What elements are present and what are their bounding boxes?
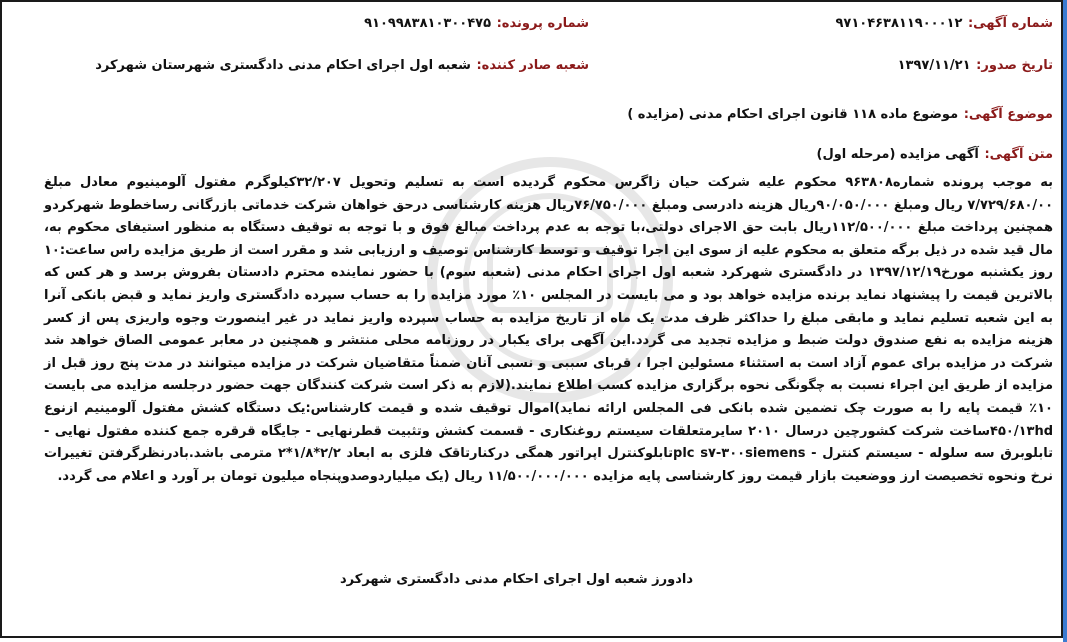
text-title: آگهی مزایده (مرحله اول) [816,147,979,162]
text-label: متن آگهی: [984,147,1053,162]
issue-date-row [898,54,1053,73]
text-row [817,143,1054,162]
scrollbar-edge [1063,0,1067,642]
case-number-row [364,12,589,31]
issue-date-label: تاریخ صدور: [976,58,1053,73]
ad-number-row [835,12,1053,31]
ad-number: ۹۷۱۰۴۶۳۸۱۱۹۰۰۰۱۲ [835,16,963,31]
subject-value: موضوع ماده ۱۱۸ قانون اجرای احکام مدنی (مزایده ) [627,107,959,122]
ad-body-text: به موجب پرونده شماره۹۶۳۸۰۸ محکوم علیه شرکت حیان زاگرس محکوم گردیده است به تسلیم وتحویل ۳۲/۲۰۷کیلوگرم مفتول آلومینیوم معادل مبلغ ۷/۷۲۹/۶۸۰/۰۰ ریال ومبلغ ۹۰/۰۵۰/۰۰۰ریال هزینه دادرسی ومبلغ ۷۶/۷۵۰/۰۰۰ریال هزینه کارشناسی درحق خواهان شرکت خدماتی بازرگانی رساخطوط شهرکردو همچنین پرداخت مبلغ ۱۱۲/۵۰۰/۰۰۰ریال بابت حق الاجرای دولتی،با توجه به عدم پرداخت مبالغ فوق و با توجه به توقیف دستگاه به منظور استیفای محکوم به، مال قید شده در ذیل برگه متعلق به محکوم علیه از سوی این اجرا توقیف و توسط کارشناس توصیف و ارزیابی شد و مقرر است از طریق مزایده راس ساعت:۱۰ روز یکشنبه مورخ۱۳۹۷/۱۲/۱۹ در دادگستری شهرکرد شعبه اول اجرای احکام مدنی (شعبه سوم) با حضور نماینده محترم دادستان بفروش برسد و هر کس که بالاترین قیمت را پیشنهاد نماید برنده مزایده خواهد بود و می بایست در المجلس ۱۰٪ مورد مزایده را به حساب سپرده دادگستری واریز نماید و قبض بانکی آنرا به این شعبه تسلیم نماید و مابقی مبلغ را حداکثر ظرف مدت یک ماه از تاریخ مزایده به حساب سپرده واریز نماید در غیر اینصورت وجوه واریزی پس از کسر هزینه مزایده به نفع صندوق دولت ضبط و مزایده تجدید می گردد.این آگهی برای یکبار در روزنامه محلی منتشر و همچنین در معابر عمومی الصاق خواهد شد شرکت در مزایده برای عموم آزاد است به استثناء مسئولین اجرا ، قربای سببی و نسبی آنان ضمناً متقاضیان شرکت در مزایده میتوانند در مدت پنج روز قبل از مزایده از طریق این اجراء نسبت به چگونگی نحوه برگزاری مزایده کسب اطلاع نمایند.(لازم به ذکر است شرکت کنندگان جهت حضور درجلسه مزایده می بایست ۱۰٪ قیمت پایه را به صورت چک تضمین شده بانکی فی المجلس ارائه نماید)اموال توقیف شده و قیمت کارشناس:یک دستگاه کشش مفتول آلومینیم ازنوع ۴۵۰/۱۳hdساخت شرکت کشورچین درسال ۲۰۱۰ سایرمتعلقات سیستم روغنکاری - قسمت کشش وتثبیت قطرنهایی - جایگاه قرقره جمع کننده مفتول نهایی - تابلوبرق سه سلوله - سیستم کنترل - plc s۷-۳۰۰siemensتابلوکنترل اپراتور همگی درکنارتاقک فلزی به ابعاد ۲/۲*۱/۸*۲ مترمی باشد.بادرنظرگرفتن تغییرات نرخ ونحوه تخصیصت ارز ووضعیت بازار قیمت روز کارشناسی پایه مزایده ۱۱/۵۰۰/۰۰۰/۰۰۰ ریال (یک میلیاردوصدوپنجاه میلیون تومان بر آورد و اعلام می گردد. [44,175,1054,484]
issue-date: ۱۳۹۷/۱۱/۲۱ [897,58,971,73]
signature-line: دادورز شعبه اول اجرای احکام مدنی دادگستری شهرکرد [340,572,693,587]
issuing-branch-row [95,54,589,73]
case-number-label: شماره پرونده: [496,16,589,31]
subject-row [627,103,1053,122]
issuing-branch: شعبه اول اجرای احکام مدنی دادگستری شهرستان شهرکرد [95,58,471,73]
issuing-branch-label: شعبه صادر کننده: [476,58,589,73]
ad-number-label: شماره آگهی: [967,16,1053,31]
case-number: ۹۱۰۹۹۸۳۸۱۰۳۰۰۴۷۵ [364,16,492,31]
subject-label: موضوع آگهی: [963,107,1053,122]
